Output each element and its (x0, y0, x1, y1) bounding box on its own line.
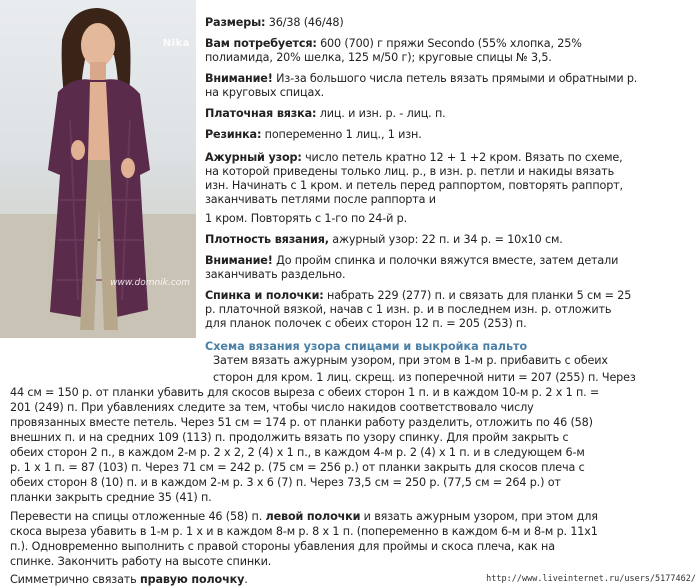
text-span: 1 кром. Повторять с 1-го по 24-й р. (205, 212, 408, 225)
model-photo (0, 0, 196, 338)
text-span: провязанных вместе петель. Через 51 см = 174 р. от планки работу разделить, отложить по 46 (58) (10, 416, 593, 429)
bold-term: Ажурный узор: (205, 151, 302, 164)
text-span: Затем вязать ажурным узором, при этом в 1-м р. прибавить с обеих (213, 354, 608, 367)
text-span: изн. Начинать с 1 кром. и петель перед раппортом, повторять раппорт, (205, 179, 623, 192)
text-span: ажурный узор: 22 п. и 34 р. = 10x10 см. (328, 233, 563, 246)
text-line-l30 (10, 525, 598, 538)
text-line-l28 (10, 491, 212, 504)
text-span: п.). Одновременно выполнить с правой стороны убавления для проймы и скоса плеча, как на (10, 540, 555, 553)
bold-term: Внимание! (205, 72, 273, 85)
bold-term: правую полочку (140, 573, 245, 586)
text-line-l12 (205, 212, 407, 225)
text-line-l31 (10, 540, 555, 553)
text-line-l6 (205, 107, 446, 120)
text-span: 600 (700) г пряжи Secondo (55% хлопка, 25% (316, 37, 582, 50)
text-line-l14 (205, 254, 618, 267)
bold-term: Плотность вязания, (205, 233, 329, 246)
text-line-l26 (10, 461, 585, 474)
text-line-l11 (205, 193, 436, 206)
text-line-l23 (10, 416, 593, 429)
text-line-l8 (205, 151, 623, 164)
text-line-l9 (205, 165, 614, 178)
photo-watermark-bottom: www.domnik.com (110, 278, 190, 288)
text-span: на круговых спицах. (205, 86, 325, 99)
text-line-l32 (10, 555, 271, 568)
text-line-l17 (205, 303, 611, 316)
text-span: До пройм спинка и полочки вяжутся вместе, затем детали (272, 254, 619, 267)
text-span: обеих сторон 8 (10) п. и в каждом 2-м р. 3 х 6 (7) п. Через 73,5 см = 250 р. (77,5 см = 264 р.) от (10, 476, 561, 489)
bold-term: Спинка и полочки: (205, 289, 324, 302)
text-span: планки закрыть средние 35 (41) п. (10, 491, 212, 504)
bold-term: Резинка: (205, 128, 262, 141)
text-line-l22 (10, 401, 534, 414)
bold-term: Платочная вязка: (205, 107, 317, 120)
text-line-l20 (213, 371, 636, 384)
text-line-l29 (10, 510, 598, 523)
text-span: 201 (249) п. При убавлениях следите за тем, чтобы число накидов соответствовало числу (10, 401, 534, 414)
text-line-l16 (205, 289, 631, 302)
text-span: для планок полочек с обеих сторон 12 п. = 205 (253) п. (205, 317, 527, 330)
text-span: попеременно 1 лиц., 1 изн. (261, 128, 422, 141)
text-line-l18 (205, 317, 527, 330)
text-span: внешних п. и на средних 109 (113) п. продолжить вязать по узору спинку. Для пройм закрыть с (10, 431, 569, 444)
bold-term: Размеры: (205, 16, 266, 29)
text-span: обеих сторон 2 п., в каждом 2-м р. 2 х 2, 2 (4) х 1 п., в каждом 4-м р. 2 (4) х 1 п. и в следующем 6-м (10, 446, 585, 459)
text-span: набрать 229 (277) п. и связать для планки 5 см = 25 (323, 289, 632, 302)
section-heading[interactable]: Схема вязания узора спицами и выкройка пальто (205, 340, 528, 353)
text-span: и вязать ажурным узором, при этом для (360, 510, 598, 523)
text-line-l24 (10, 431, 569, 444)
text-span: Перевести на спицы отложенные 46 (58) п. (10, 510, 266, 523)
text-span: р. платочной вязкой, начав с 1 изн. р. и в последнем изн. р. отложить (205, 303, 612, 316)
bold-term: левой полочки (265, 510, 361, 523)
text-line-l13 (205, 233, 563, 246)
text-line-l3 (205, 51, 552, 64)
bold-term: Внимание! (205, 254, 273, 267)
bold-term: Вам потребуется: (205, 37, 317, 50)
text-span: число петель кратно 12 + 1 +2 кром. Вязать по схеме, (301, 151, 623, 164)
photo-watermark-top: Nika (162, 38, 190, 49)
text-span: Из-за большого числа петель вязать прямыми и обратными р. (272, 72, 638, 85)
text-line-l1 (205, 16, 344, 29)
text-line-l7 (205, 128, 422, 141)
text-span: заканчивать петлями после раппорта и (205, 193, 436, 206)
text-line-l10 (205, 179, 623, 192)
text-span: Симметрично связать (10, 573, 141, 586)
text-line-l2 (205, 37, 582, 50)
text-span: на которой приведены только лиц. р., в изн. р. петли и накиды вязать (205, 165, 615, 178)
text-span: 44 см = 150 р. от планки убавить для скосов выреза с обеих сторон 1 п. и в каждом 10-м р. 2 х 1 п. = (10, 386, 600, 399)
text-span: 36/38 (46/48) (265, 16, 344, 29)
text-span: сторон для кром. 1 лиц. скрещ. из поперечной нити = 207 (255) п. Через (213, 371, 636, 384)
text-line-l25 (10, 446, 585, 459)
text-line-l19 (213, 354, 608, 367)
text-line-l4 (205, 72, 637, 85)
text-line-l15 (205, 268, 345, 281)
text-span: р. 1 х 1 п. = 87 (103) п. Через 71 см = 242 р. (75 см = 256 р.) от планки закрыть для скосов плеча с (10, 461, 585, 474)
text-span: полиамида, 20% шелка, 125 м/50 г); круговые спицы № 3,5. (205, 51, 552, 64)
text-span: заканчивать раздельно. (205, 268, 346, 281)
text-line-l5 (205, 86, 324, 99)
text-span: лиц. и изн. р. - лиц. п. (316, 107, 446, 120)
text-line-l27 (10, 476, 561, 489)
text-line-l33 (10, 573, 248, 586)
text-span: спинке. Закончить работу на высоте спинки. (10, 555, 272, 568)
text-span: . (244, 573, 248, 586)
text-span: скоса выреза убавить в 1-м р. 1 х и в каждом 8-м р. 8 х 1 п. (попеременно в каждом 6-м и 8-м р. 11х1 (10, 525, 598, 538)
source-url[interactable]: http://www.liveinternet.ru/users/5177462/ (486, 574, 696, 584)
text-line-l21 (10, 386, 599, 399)
